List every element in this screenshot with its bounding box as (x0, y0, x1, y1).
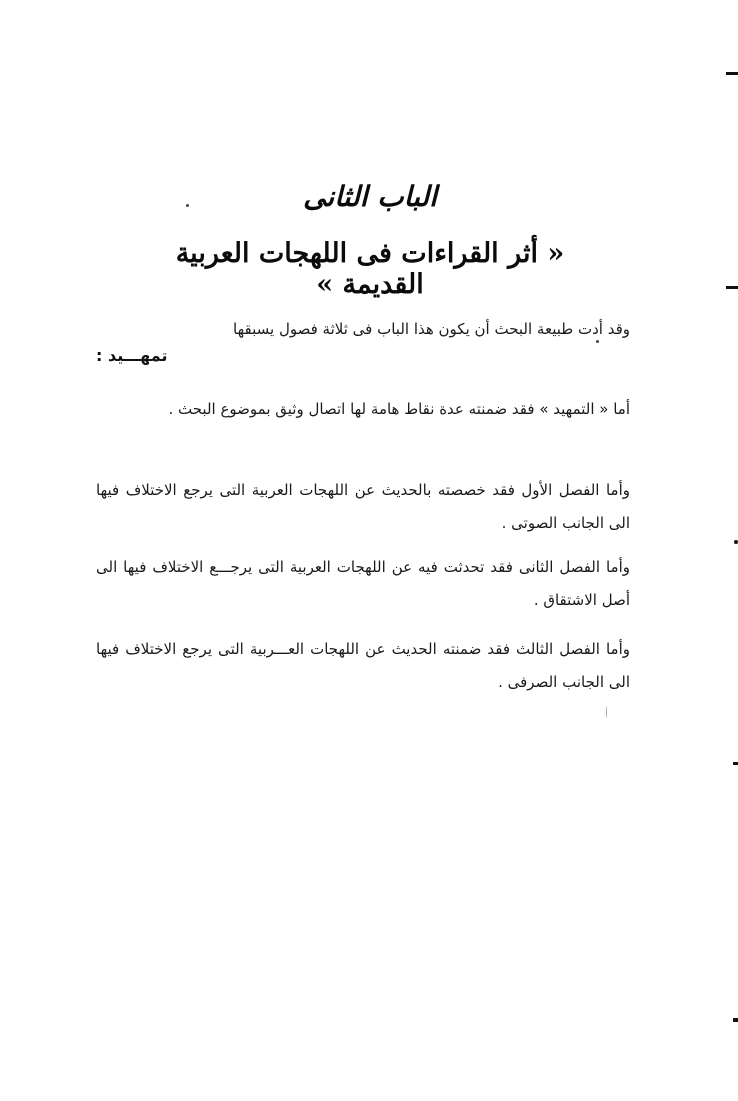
scan-speck (186, 204, 189, 207)
scan-edge-mark (734, 540, 738, 544)
chapter-title: الباب الثانى (303, 180, 437, 213)
chapter-three-paragraph: وأما الفصل الثالث فقد ضمنته الحديث عن اللهجات العـــربية التى يرجع الاختلاف فيها الى الجانب الصرفى . (96, 640, 630, 691)
scan-edge-mark (733, 762, 738, 765)
chapter-subtitle: « أثر القراءات فى اللهجات العربية القديمة » (175, 238, 565, 300)
scan-edge-mark (726, 72, 738, 75)
tamheed-heading: تمهـــيد : (96, 346, 168, 365)
scan-edge-mark (733, 1018, 738, 1022)
tamheed-paragraph: أما « التمهيد » فقد ضمنته عدة نقاط هامة لها اتصال وثيق بموضوع البحث . (168, 400, 630, 418)
scan-speck (606, 706, 607, 718)
chapter-two-paragraph: وأما الفصل الثانى فقد تحدثت فيه عن اللهجات العربية التى يرجـــع الاختلاف فيها الى أصل الاشتقاق . (96, 558, 630, 609)
scan-edge-mark (726, 286, 738, 289)
intro-paragraph: وقد أدت طبيعة البحث أن يكون هذا الباب فى ثلاثة فصول يسبقها (233, 320, 630, 338)
chapter-one-paragraph: وأما الفصل الأول فقد خصصته بالحديث عن اللهجات العربية التى يرجع الاختلاف فيها الى الجانب الصوتى . (96, 481, 630, 532)
